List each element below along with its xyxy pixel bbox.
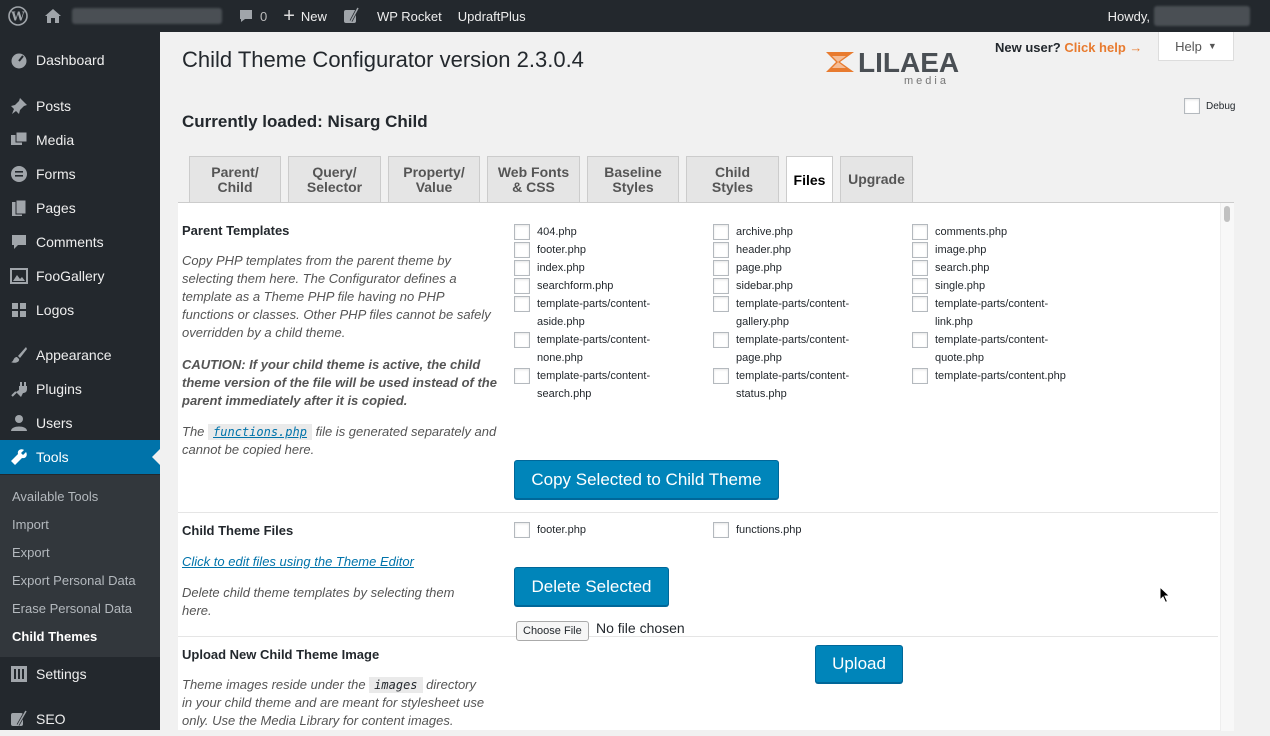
theme-editor-link[interactable]: Click to edit files using the Theme Editor bbox=[182, 554, 414, 569]
submenu-available-tools[interactable]: Available Tools bbox=[12, 489, 99, 504]
settings-icon bbox=[10, 665, 28, 683]
currently-loaded: Currently loaded: Nisarg Child bbox=[182, 112, 428, 131]
page-title: Child Theme Configurator version 2.3.0.4 bbox=[182, 47, 584, 72]
yoast-link[interactable] bbox=[335, 0, 369, 32]
yoast-icon bbox=[343, 7, 361, 25]
template-file-item[interactable] bbox=[514, 295, 672, 331]
menu-appearance[interactable] bbox=[0, 338, 160, 372]
new-user-label: New user? bbox=[995, 40, 1061, 55]
dashboard-icon bbox=[10, 51, 28, 69]
site-home-link[interactable] bbox=[36, 0, 230, 32]
grid-icon bbox=[10, 301, 28, 319]
functions-post: file is generated separately and cannot be copied here. bbox=[182, 424, 497, 457]
caution-text: CAUTION: If your child theme is active, the child theme version of the file will be used instead of the parent immediately after it is copied. bbox=[182, 357, 497, 408]
forms-icon bbox=[10, 165, 28, 183]
file-name: template-parts/content-page.php bbox=[736, 334, 850, 364]
upload-image-title: Upload New Child Theme Image bbox=[182, 647, 380, 662]
functions-pre: The bbox=[182, 424, 205, 439]
upload-button[interactable]: Upload bbox=[815, 645, 903, 683]
file-name: template-parts/content-aside.php bbox=[537, 298, 651, 328]
menu-label: Pages bbox=[36, 200, 76, 216]
debug-toggle bbox=[1184, 98, 1235, 114]
file-name: template-parts/content-none.php bbox=[537, 334, 651, 364]
template-file-item[interactable] bbox=[713, 331, 871, 367]
menu-pages[interactable] bbox=[0, 191, 160, 225]
help-label: Help bbox=[1175, 38, 1202, 54]
tab-property-value[interactable]: Property/ Value bbox=[388, 156, 480, 202]
file-name: comments.php bbox=[935, 226, 1008, 238]
file-checkbox[interactable] bbox=[713, 278, 729, 294]
choose-file-button[interactable]: Choose File bbox=[516, 621, 589, 641]
template-file-item[interactable] bbox=[514, 223, 672, 241]
click-help-link[interactable]: Click help bbox=[1064, 40, 1126, 55]
section-divider bbox=[178, 636, 1218, 637]
menu-tools[interactable] bbox=[0, 440, 160, 474]
wp-rocket-link[interactable]: WP Rocket bbox=[376, 8, 442, 24]
file-checkbox[interactable] bbox=[514, 224, 530, 240]
pages-icon bbox=[10, 199, 28, 217]
file-name: footer.php bbox=[537, 244, 586, 256]
file-name: index.php bbox=[537, 262, 585, 274]
template-file-item[interactable] bbox=[514, 277, 672, 295]
file-checkbox[interactable] bbox=[912, 242, 928, 258]
template-file-item[interactable] bbox=[912, 259, 1070, 277]
home-icon bbox=[44, 8, 62, 24]
file-name: single.php bbox=[935, 280, 986, 292]
main-content bbox=[160, 32, 1270, 730]
lilaea-logo-icon bbox=[824, 42, 974, 86]
template-file-item[interactable] bbox=[514, 259, 672, 277]
file-checkbox[interactable] bbox=[713, 224, 729, 240]
tab-upgrade[interactable]: Upgrade bbox=[840, 156, 913, 202]
template-file-item[interactable] bbox=[713, 223, 871, 241]
tab-files[interactable]: Files bbox=[786, 156, 833, 203]
menu-plugins[interactable] bbox=[0, 372, 160, 406]
menu-label: Media bbox=[36, 132, 75, 148]
menu-label: Users bbox=[36, 415, 73, 431]
comment-icon bbox=[238, 8, 254, 24]
file-name: footer.php bbox=[537, 524, 586, 536]
menu-logos[interactable] bbox=[0, 293, 160, 327]
parent-templates-desc: Copy PHP templates from the parent theme by selecting them here. The Configurator defines a template as a Theme PHP file having no PHP functions or classes. Other PHP files cannot be safely overridden by a child theme. bbox=[182, 253, 491, 340]
help-tab-button[interactable] bbox=[1158, 32, 1234, 61]
submenu-import[interactable]: Import bbox=[12, 517, 49, 532]
file-checkbox[interactable] bbox=[514, 278, 530, 294]
no-file-chosen: No file chosen bbox=[596, 620, 685, 636]
updraftplus-link[interactable]: UpdraftPlus bbox=[457, 8, 526, 24]
file-checkbox[interactable] bbox=[912, 278, 928, 294]
menu-foogallery[interactable] bbox=[0, 259, 160, 293]
template-file-item[interactable] bbox=[912, 223, 1070, 241]
file-name: archive.php bbox=[736, 226, 793, 238]
menu-users[interactable] bbox=[0, 406, 160, 440]
file-checkbox[interactable] bbox=[912, 332, 928, 348]
file-name: template-parts/content-quote.php bbox=[935, 334, 1049, 364]
file-name: functions.php bbox=[736, 524, 802, 536]
template-file-item[interactable] bbox=[912, 295, 1070, 331]
template-file-item[interactable] bbox=[514, 241, 672, 259]
file-checkbox[interactable] bbox=[713, 522, 729, 538]
file-name: image.php bbox=[935, 244, 987, 256]
images-dir-code: images bbox=[369, 677, 422, 693]
tools-submenu bbox=[0, 475, 160, 657]
debug-checkbox[interactable] bbox=[1184, 98, 1200, 114]
menu-seo[interactable] bbox=[0, 702, 160, 736]
child-file-item[interactable] bbox=[514, 521, 672, 539]
admin-sidebar bbox=[0, 32, 160, 730]
menu-media[interactable] bbox=[0, 123, 160, 157]
menu-label: Logos bbox=[36, 302, 75, 318]
file-name: template-parts/content-link.php bbox=[935, 298, 1049, 328]
site-name-redacted bbox=[72, 8, 222, 24]
tab-web-fonts[interactable]: Web Fonts & CSS bbox=[487, 156, 580, 202]
username-redacted bbox=[1154, 6, 1250, 26]
parent-templates-title: Parent Templates bbox=[182, 223, 290, 238]
menu-posts[interactable] bbox=[0, 89, 160, 123]
debug-label: Debug bbox=[1206, 100, 1236, 112]
file-name: template-parts/content-status.php bbox=[736, 370, 850, 400]
file-checkbox[interactable] bbox=[514, 522, 530, 538]
logo-text: LILAEA bbox=[858, 47, 960, 78]
copy-to-child-button[interactable]: Copy Selected to Child Theme bbox=[514, 460, 779, 499]
tab-baseline-styles[interactable]: Baseline Styles bbox=[587, 156, 679, 202]
file-checkbox[interactable] bbox=[713, 296, 729, 312]
menu-settings[interactable] bbox=[0, 657, 160, 691]
upload-desc bbox=[182, 676, 487, 730]
file-name: 404.php bbox=[537, 226, 577, 238]
brush-icon bbox=[10, 346, 28, 364]
lilaea-logo[interactable] bbox=[824, 42, 974, 86]
pin-icon bbox=[10, 97, 28, 115]
menu-label: Settings bbox=[36, 666, 87, 682]
file-name: page.php bbox=[736, 262, 782, 274]
template-file-item[interactable] bbox=[514, 331, 672, 367]
files-panel bbox=[178, 202, 1234, 730]
functions-note bbox=[182, 423, 497, 459]
file-checkbox[interactable] bbox=[912, 296, 928, 312]
tab-query-selector[interactable]: Query/ Selector bbox=[288, 156, 381, 202]
submenu-export-personal-data[interactable]: Export Personal Data bbox=[12, 573, 136, 588]
menu-label: Appearance bbox=[36, 347, 112, 363]
menu-comments[interactable] bbox=[0, 225, 160, 259]
wrench-icon bbox=[10, 448, 28, 466]
wordpress-logo-icon[interactable] bbox=[0, 0, 36, 32]
file-checkbox[interactable] bbox=[713, 242, 729, 258]
svg-text:W: W bbox=[11, 9, 25, 24]
admin-bar bbox=[0, 0, 1270, 32]
template-file-item[interactable] bbox=[912, 241, 1070, 259]
new-user-help bbox=[995, 40, 1142, 55]
file-checkbox[interactable] bbox=[912, 368, 928, 384]
template-file-item[interactable] bbox=[713, 277, 871, 295]
menu-label: Posts bbox=[36, 98, 72, 114]
file-checkbox[interactable] bbox=[514, 242, 530, 258]
template-file-item[interactable] bbox=[713, 241, 871, 259]
file-name: template-parts/content-gallery.php bbox=[736, 298, 850, 328]
new-label: New bbox=[300, 8, 327, 24]
template-file-item[interactable] bbox=[713, 295, 871, 331]
arrow-right-icon: → bbox=[1129, 40, 1143, 55]
file-checkbox[interactable] bbox=[514, 260, 530, 276]
seo-icon bbox=[10, 710, 28, 728]
plug-icon bbox=[10, 380, 28, 398]
menu-label: Forms bbox=[36, 166, 76, 182]
mouse-cursor-icon bbox=[1159, 586, 1171, 609]
comments-link[interactable] bbox=[230, 0, 275, 32]
section-divider bbox=[178, 512, 1218, 513]
submenu-child-themes[interactable]: Child Themes bbox=[12, 629, 98, 644]
upload-desc-pre: Theme images reside under the bbox=[182, 677, 366, 692]
howdy-label: Howdy, bbox=[1107, 8, 1150, 24]
file-checkbox[interactable] bbox=[713, 368, 729, 384]
media-icon bbox=[10, 131, 28, 149]
template-file-item[interactable] bbox=[912, 277, 1070, 295]
menu-dashboard[interactable] bbox=[0, 43, 160, 77]
tab-parent-child[interactable]: Parent/ Child bbox=[189, 156, 281, 202]
file-name: sidebar.php bbox=[736, 280, 793, 292]
file-name: template-parts/content.php bbox=[935, 370, 1066, 382]
file-checkbox[interactable] bbox=[912, 260, 928, 276]
delete-selected-button[interactable]: Delete Selected bbox=[514, 567, 669, 606]
child-files-desc: Delete child theme templates by selecting them here. bbox=[182, 585, 455, 618]
template-file-item[interactable] bbox=[514, 367, 672, 403]
comment-count: 0 bbox=[260, 8, 268, 24]
template-file-item[interactable] bbox=[912, 367, 1070, 385]
file-name: search.php bbox=[935, 262, 990, 274]
menu-label: SEO bbox=[36, 711, 66, 727]
menu-label: Dashboard bbox=[36, 52, 105, 68]
file-name: header.php bbox=[736, 244, 792, 256]
menu-label: Tools bbox=[36, 449, 69, 465]
file-checkbox[interactable] bbox=[713, 332, 729, 348]
user-icon bbox=[10, 414, 28, 432]
child-file-item[interactable] bbox=[713, 521, 871, 539]
new-content-link[interactable] bbox=[275, 0, 335, 32]
tab-child-styles[interactable]: Child Styles bbox=[686, 156, 779, 202]
plus-icon: + bbox=[283, 5, 295, 27]
menu-label: Plugins bbox=[36, 381, 82, 397]
file-checkbox[interactable] bbox=[514, 368, 530, 384]
gallery-icon bbox=[10, 267, 28, 285]
submenu-export[interactable]: Export bbox=[12, 545, 50, 560]
child-files-title: Child Theme Files bbox=[182, 523, 294, 538]
caret-down-icon: ▼ bbox=[1207, 41, 1217, 51]
template-file-item[interactable] bbox=[713, 367, 871, 403]
file-checkbox[interactable] bbox=[514, 332, 530, 348]
upload-desc-post: directory in your child theme and are meant for stylesheet use only. Use the Media Library for content images. bbox=[182, 677, 485, 728]
scrollbar-thumb[interactable] bbox=[1224, 206, 1230, 222]
functions-php-link[interactable]: functions.php bbox=[208, 424, 312, 440]
template-file-item[interactable] bbox=[713, 259, 871, 277]
panel-scrollbar[interactable] bbox=[1220, 203, 1234, 731]
file-name: template-parts/content-search.php bbox=[537, 370, 651, 400]
account-menu[interactable] bbox=[1108, 6, 1270, 26]
submenu-erase-personal-data[interactable]: Erase Personal Data bbox=[12, 601, 132, 616]
file-checkbox[interactable] bbox=[713, 260, 729, 276]
template-file-item[interactable] bbox=[912, 331, 1070, 367]
file-checkbox[interactable] bbox=[514, 296, 530, 312]
comment-icon bbox=[10, 233, 28, 251]
menu-label: FooGallery bbox=[36, 268, 105, 284]
menu-forms[interactable] bbox=[0, 157, 160, 191]
file-name: searchform.php bbox=[537, 280, 614, 292]
menu-label: Comments bbox=[36, 234, 104, 250]
file-checkbox[interactable] bbox=[912, 224, 928, 240]
logo-subtext: media bbox=[904, 75, 949, 86]
